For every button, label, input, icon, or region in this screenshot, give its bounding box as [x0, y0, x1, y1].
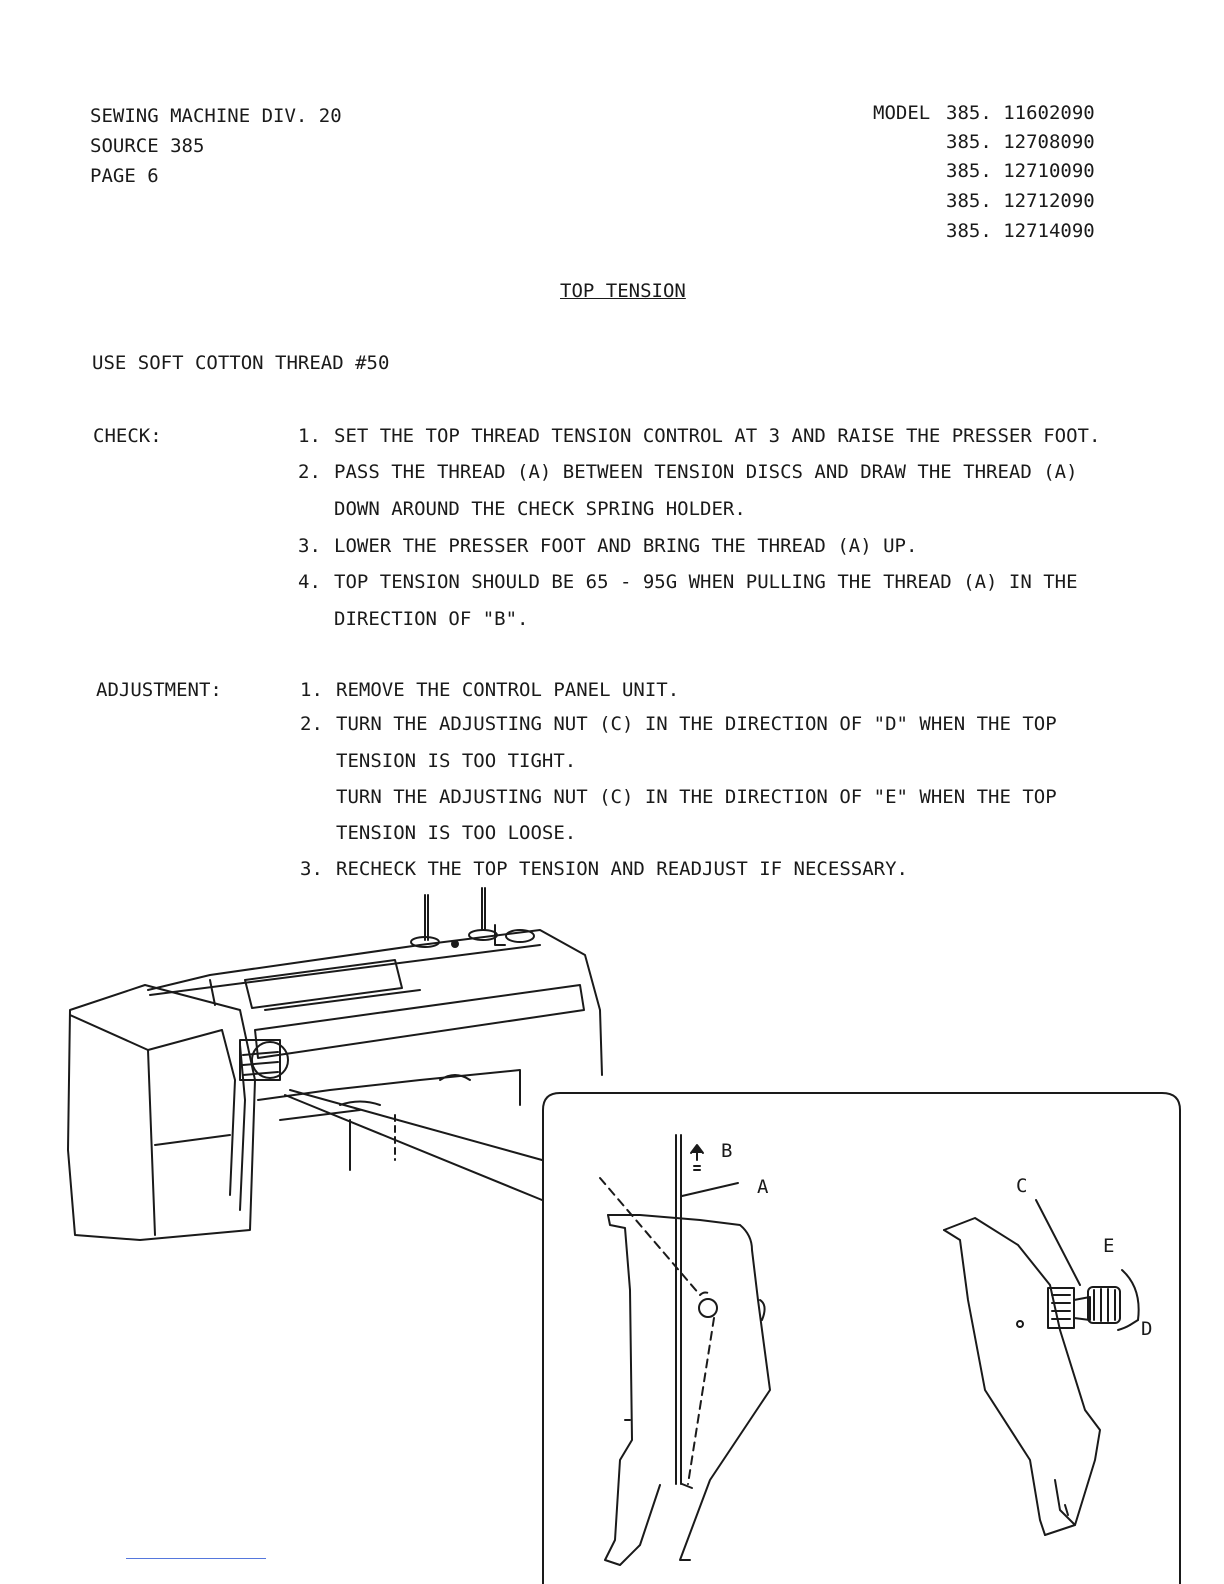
check-step-number: 1.: [298, 425, 321, 447]
adjustment-step-text: REMOVE THE CONTROL PANEL UNIT.: [336, 679, 680, 701]
header-source: SOURCE 385: [90, 135, 205, 157]
label-a: A: [757, 1176, 769, 1198]
check-step-text: PASS THE THREAD (A) BETWEEN TENSION DISCS AND DRAW THE THREAD (A): [334, 461, 1078, 483]
model-number: 385. 12710090: [946, 160, 1095, 182]
label-c: C: [1016, 1175, 1028, 1197]
adjustment-step-number: 3.: [300, 858, 323, 880]
header-page: PAGE 6: [90, 165, 159, 187]
adjustment-step-text: TENSION IS TOO LOOSE.: [336, 822, 577, 844]
check-step-number: 4.: [298, 571, 321, 593]
adjustment-step-text: TURN THE ADJUSTING NUT (C) IN THE DIRECTION OF "D" WHEN THE TOP: [336, 713, 1057, 735]
check-step-text: DIRECTION OF "B".: [334, 608, 529, 630]
check-step-number: 3.: [298, 535, 321, 557]
model-label: MODEL: [873, 102, 931, 124]
check-spring-holder: [600, 1135, 770, 1565]
thread-note: USE SOFT COTTON THREAD #50: [92, 352, 390, 374]
adjustment-label: ADJUSTMENT:: [96, 679, 222, 701]
sewing-machine-illustration: [68, 888, 602, 1240]
model-number: 385. 11602090: [946, 102, 1095, 124]
page-title: TOP TENSION: [560, 280, 686, 302]
adjustment-step-number: 1.: [300, 679, 323, 701]
header-division: SEWING MACHINE DIV. 20: [90, 105, 342, 127]
check-step-text: TOP TENSION SHOULD BE 65 - 95G WHEN PULLING THE THREAD (A) IN THE: [334, 571, 1078, 593]
adjustment-step-text: TENSION IS TOO TIGHT.: [336, 750, 577, 772]
adjustment-step-text: RECHECK THE TOP TENSION AND READJUST IF NECESSARY.: [336, 858, 908, 880]
label-e: E: [1103, 1235, 1115, 1257]
model-number: 385. 12714090: [946, 220, 1095, 242]
check-step-text: SET THE TOP THREAD TENSION CONTROL AT 3 AND RAISE THE PRESSER FOOT.: [334, 425, 1101, 447]
model-number: 385. 12712090: [946, 190, 1095, 212]
label-b: B: [721, 1140, 733, 1162]
check-step-text: DOWN AROUND THE CHECK SPRING HOLDER.: [334, 498, 746, 520]
adjustment-step-number: 2.: [300, 713, 323, 735]
check-step-text: LOWER THE PRESSER FOOT AND BRING THE THREAD (A) UP.: [334, 535, 918, 557]
footer-rule: [126, 1558, 266, 1559]
check-step-number: 2.: [298, 461, 321, 483]
check-label: CHECK:: [93, 425, 162, 447]
inset-frame: [543, 1093, 1180, 1584]
model-number: 385. 12708090: [946, 131, 1095, 153]
adjustment-step-text: TURN THE ADJUSTING NUT (C) IN THE DIRECTION OF "E" WHEN THE TOP: [336, 786, 1057, 808]
up-arrow-icon: [691, 1145, 703, 1170]
label-d: D: [1141, 1318, 1153, 1340]
